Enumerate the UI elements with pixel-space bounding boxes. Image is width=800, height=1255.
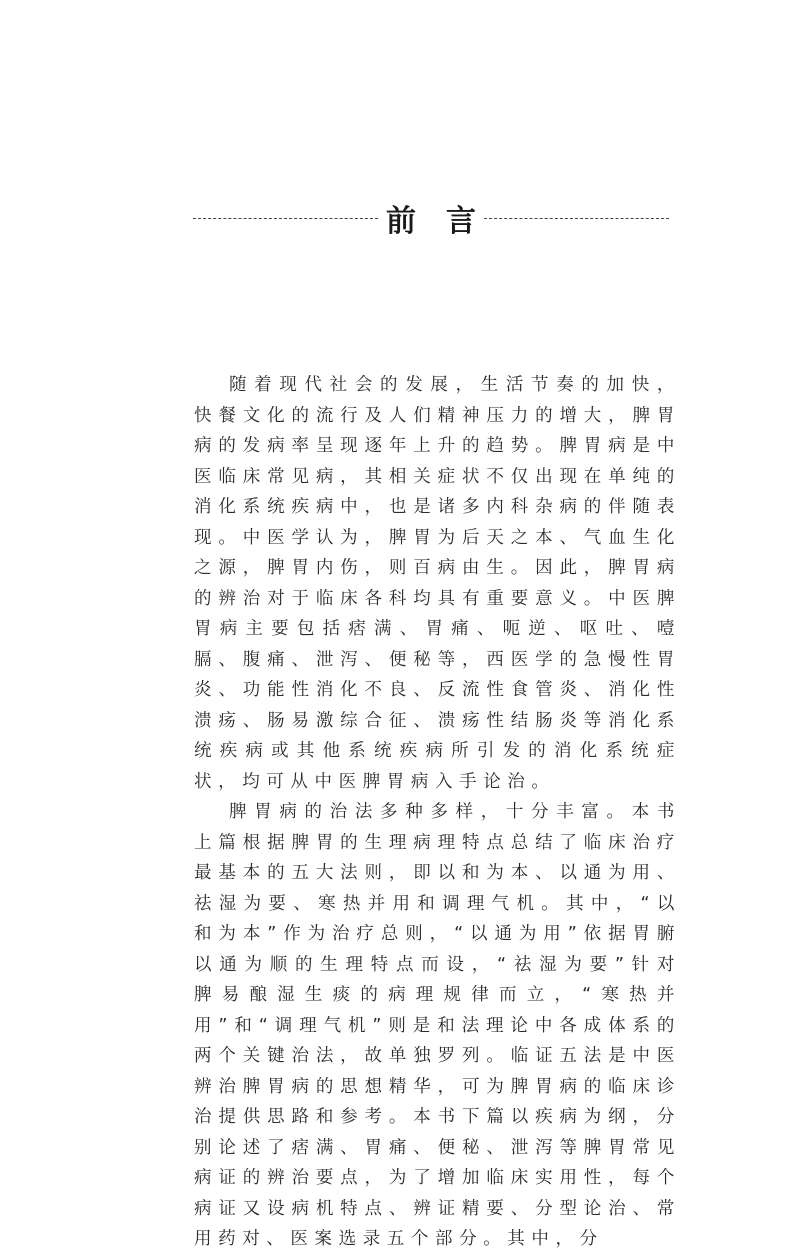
paragraph: 随着现代社会的发展，生活节奏的加快，快餐文化的流行及人们精神压力的增大，脾胃病的发病率呈现逐年上升的趋势。脾胃病是中医临床常见病，其相关症状不仅出现在单纯的消化系统疾病中，也是诸多内科杂病的伴随表现。中医学认为，脾胃为后天之本、气血生化之源，脾胃内伤，则百病由生。因此，脾胃病的辨治对于临床各科均具有重要意义。中医脾胃病主要包括痞满、胃痛、呃逆、呕吐、噎膈、腹痛、泄泻、便秘等，西医学的急慢性胃炎、功能性消化不良、反流性食管炎、消化性溃疡、肠易激综合征、溃疡性结肠炎等消化系统疾病或其他系统疾病所引发的消化系统症状，均可从中医脾胃病入手论治。 bbox=[194, 375, 681, 792]
preface-body bbox=[194, 370, 681, 1255]
dashed-rule-right bbox=[484, 218, 669, 219]
paragraph: 脾胃病的治法多种多样，十分丰富。本书上篇根据脾胃的生理病理特点总结了临床治疗最基本的五大法则，即以和为本、以通为用、祛湿为要、寒热并用和调理气机。其中，“以和为本”作为治疗总则，“以通为用”依据胃腑以通为顺的生理特点而设，“祛湿为要”针对脾易酿湿生痰的病理规律而立，“寒热并用”和“调理气机”则是和法理论中各成体系的两个关键治法，故单独罗列。临证五法是中医辨治脾胃病的思想精华，可为脾胃病的临床诊治提供思路和参考。本书下篇以疾病为纲，分别论述了痞满、胃痛、便秘、泄泻等脾胃常见病证的辨治要点，为了增加临床实用性，每个病证又设病机特点、辨证精要、分型论治、常用药对、医案选录五个部分。其中，分 bbox=[194, 802, 682, 1249]
preface-heading bbox=[193, 196, 669, 240]
page-title: 前言 bbox=[386, 204, 506, 239]
dashed-rule-left bbox=[193, 218, 378, 219]
